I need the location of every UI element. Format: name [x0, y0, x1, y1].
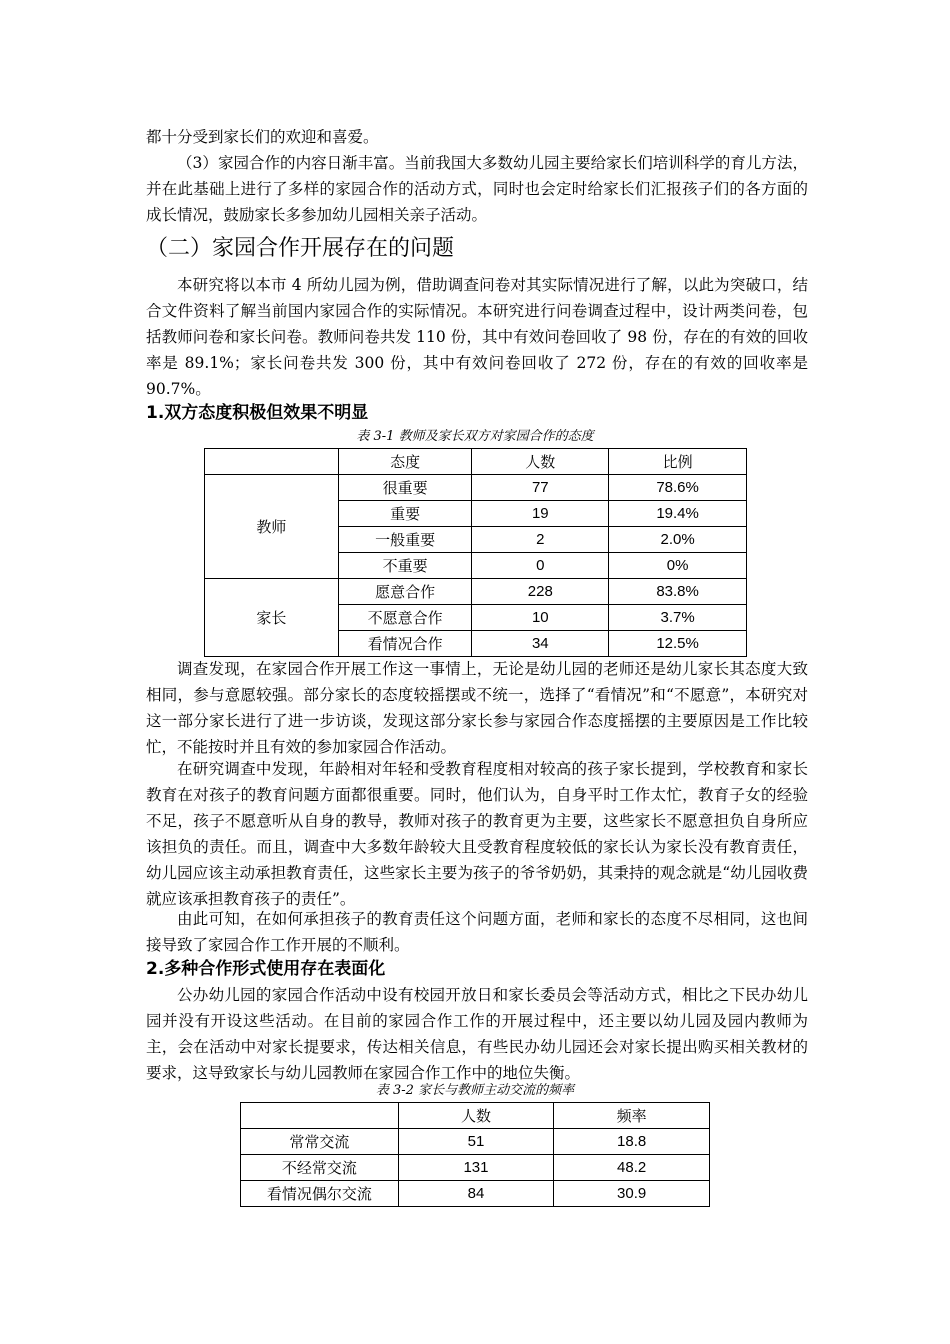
table-cell: 看情况合作 — [338, 631, 472, 657]
table-row — [241, 1129, 710, 1155]
table-cell: 30.9 — [554, 1181, 710, 1207]
paragraph-2: （3）家园合作的内容日渐丰富。当前我国大多数幼儿园主要给家长们培训科学的育儿方法，并在此基础上进行了多样的家园合作的活动方式，同时也会定时给家长们汇报孩子们的各方面的成长情况，鼓励家长多参加幼儿园相关亲子活动。 — [146, 154, 808, 224]
table-cell: 2.0% — [609, 527, 747, 553]
table-cell: 12.5% — [609, 631, 747, 657]
table-1-header-cell: 比例 — [609, 449, 747, 475]
table-cell: 0% — [609, 553, 747, 579]
table-cell: 不重要 — [338, 553, 472, 579]
table-row — [205, 579, 747, 605]
table-cell: 重要 — [338, 501, 472, 527]
table-cell: 愿意合作 — [338, 579, 472, 605]
group-label-parent: 家长 — [205, 579, 339, 657]
table-2-header-cell — [241, 1103, 399, 1129]
table-row — [241, 1181, 710, 1207]
table-2-caption: 表 3-2 家长与教师主动交流的频率 — [375, 1083, 575, 1098]
subsection-heading-1: 1.双方态度积极但效果不明显 — [146, 403, 369, 423]
table-cell: 131 — [398, 1155, 554, 1181]
table-1-header-row — [205, 449, 747, 475]
table-cell: 不经常交流 — [241, 1155, 399, 1181]
paragraph-7: 公办幼儿园的家园合作活动中设有校园开放日和家长委员会等活动方式，相比之下民办幼儿园并没有开设这些活动。在目前的家园合作工作的开展过程中，还主要以幼儿园及园内教师为主，会在活动中对家长提要求，传达相关信息，有些民办幼儿园还会对家长提出购买相关教材的要求，这导致家长与幼儿园教师在家园合作工作中的地位失衡。 — [146, 986, 808, 1082]
table-cell: 228 — [472, 579, 609, 605]
table-cell: 10 — [472, 605, 609, 631]
paragraph-1: 都十分受到家长们的欢迎和喜爱。 — [146, 128, 379, 146]
paragraph-4: 调查发现，在家园合作开展工作这一事情上，无论是幼儿园的老师还是幼儿家长其态度大致相同，参与意愿较强。部分家长的态度较摇摆或不统一，选择了“看情况”和“不愿意”，本研究对这一部分家长进行了进一步访谈，发现这部分家长参与家园合作态度摇摆的主要原因是工作比较忙，不能按时并且有效的参加家园合作活动。 — [146, 660, 808, 756]
table-1-header-cell: 态度 — [338, 449, 472, 475]
table-cell: 51 — [398, 1129, 554, 1155]
table-cell: 19 — [472, 501, 609, 527]
table-cell: 83.8% — [609, 579, 747, 605]
table-1 — [204, 448, 747, 657]
table-cell: 48.2 — [554, 1155, 710, 1181]
table-cell: 一般重要 — [338, 527, 472, 553]
table-cell: 3.7% — [609, 605, 747, 631]
table-cell: 77 — [472, 475, 609, 501]
subsection-heading-2: 2.多种合作形式使用存在表面化 — [146, 959, 386, 979]
table-2-header-cell: 频率 — [554, 1103, 710, 1129]
table-cell: 34 — [472, 631, 609, 657]
paragraph-3: 本研究将以本市 4 所幼儿园为例，借助调查问卷对其实际情况进行了解，以此为突破口，结合文件资料了解当前国内家园合作的实际情况。本研究进行问卷调查过程中，设计两类问卷，包括教师问卷和家长问卷。教师问卷共发 110 份，其中有效问卷回收了 98 份，存在的有效的回收率是 89.1%；家长问卷共发 300 份，其中有效问卷回收了 272 份，存在的有效的回收率是 90.7%。 — [146, 276, 808, 398]
table-row — [241, 1155, 710, 1181]
table-2-header-cell: 人数 — [398, 1103, 554, 1129]
group-label-teacher: 教师 — [205, 475, 339, 579]
table-row — [205, 475, 747, 501]
table-cell: 常常交流 — [241, 1129, 399, 1155]
table-cell: 78.6% — [609, 475, 747, 501]
paragraph-6: 由此可知，在如何承担孩子的教育责任这个问题方面，老师和家长的态度不尽相同，这也间接导致了家园合作工作开展的不顺利。 — [146, 910, 808, 954]
table-cell: 不愿意合作 — [338, 605, 472, 631]
table-cell: 看情况偶尔交流 — [241, 1181, 399, 1207]
table-1-caption: 表 3-1 教师及家长双方对家园合作的态度 — [356, 429, 594, 444]
table-cell: 18.8 — [554, 1129, 710, 1155]
table-2 — [240, 1102, 710, 1207]
paragraph-5: 在研究调查中发现，年龄相对年轻和受教育程度相对较高的孩子家长提到，学校教育和家长教育在对孩子的教育问题方面都很重要。同时，他们认为，自身平时工作太忙，教育子女的经验不足，孩子不愿意听从自身的教导，教师对孩子的教育更为主要，这些家长不愿意担负自身所应该担负的责任。而且，调查中大多数年龄较大且受教育程度较低的家长认为家长没有教育责任，幼儿园应该主动承担教育责任，这些家长主要为孩子的爷爷奶奶，其秉持的观念就是“幼儿园收费就应该承担教育孩子的责任”。 — [146, 760, 808, 908]
table-2-header-row — [241, 1103, 710, 1129]
table-cell: 很重要 — [338, 475, 472, 501]
section-heading: （二）家园合作开展存在的问题 — [146, 236, 455, 261]
table-1-corner-cell — [205, 449, 339, 475]
table-cell: 0 — [472, 553, 609, 579]
table-cell: 19.4% — [609, 501, 747, 527]
table-cell: 2 — [472, 527, 609, 553]
table-1-header-cell: 人数 — [472, 449, 609, 475]
table-cell: 84 — [398, 1181, 554, 1207]
